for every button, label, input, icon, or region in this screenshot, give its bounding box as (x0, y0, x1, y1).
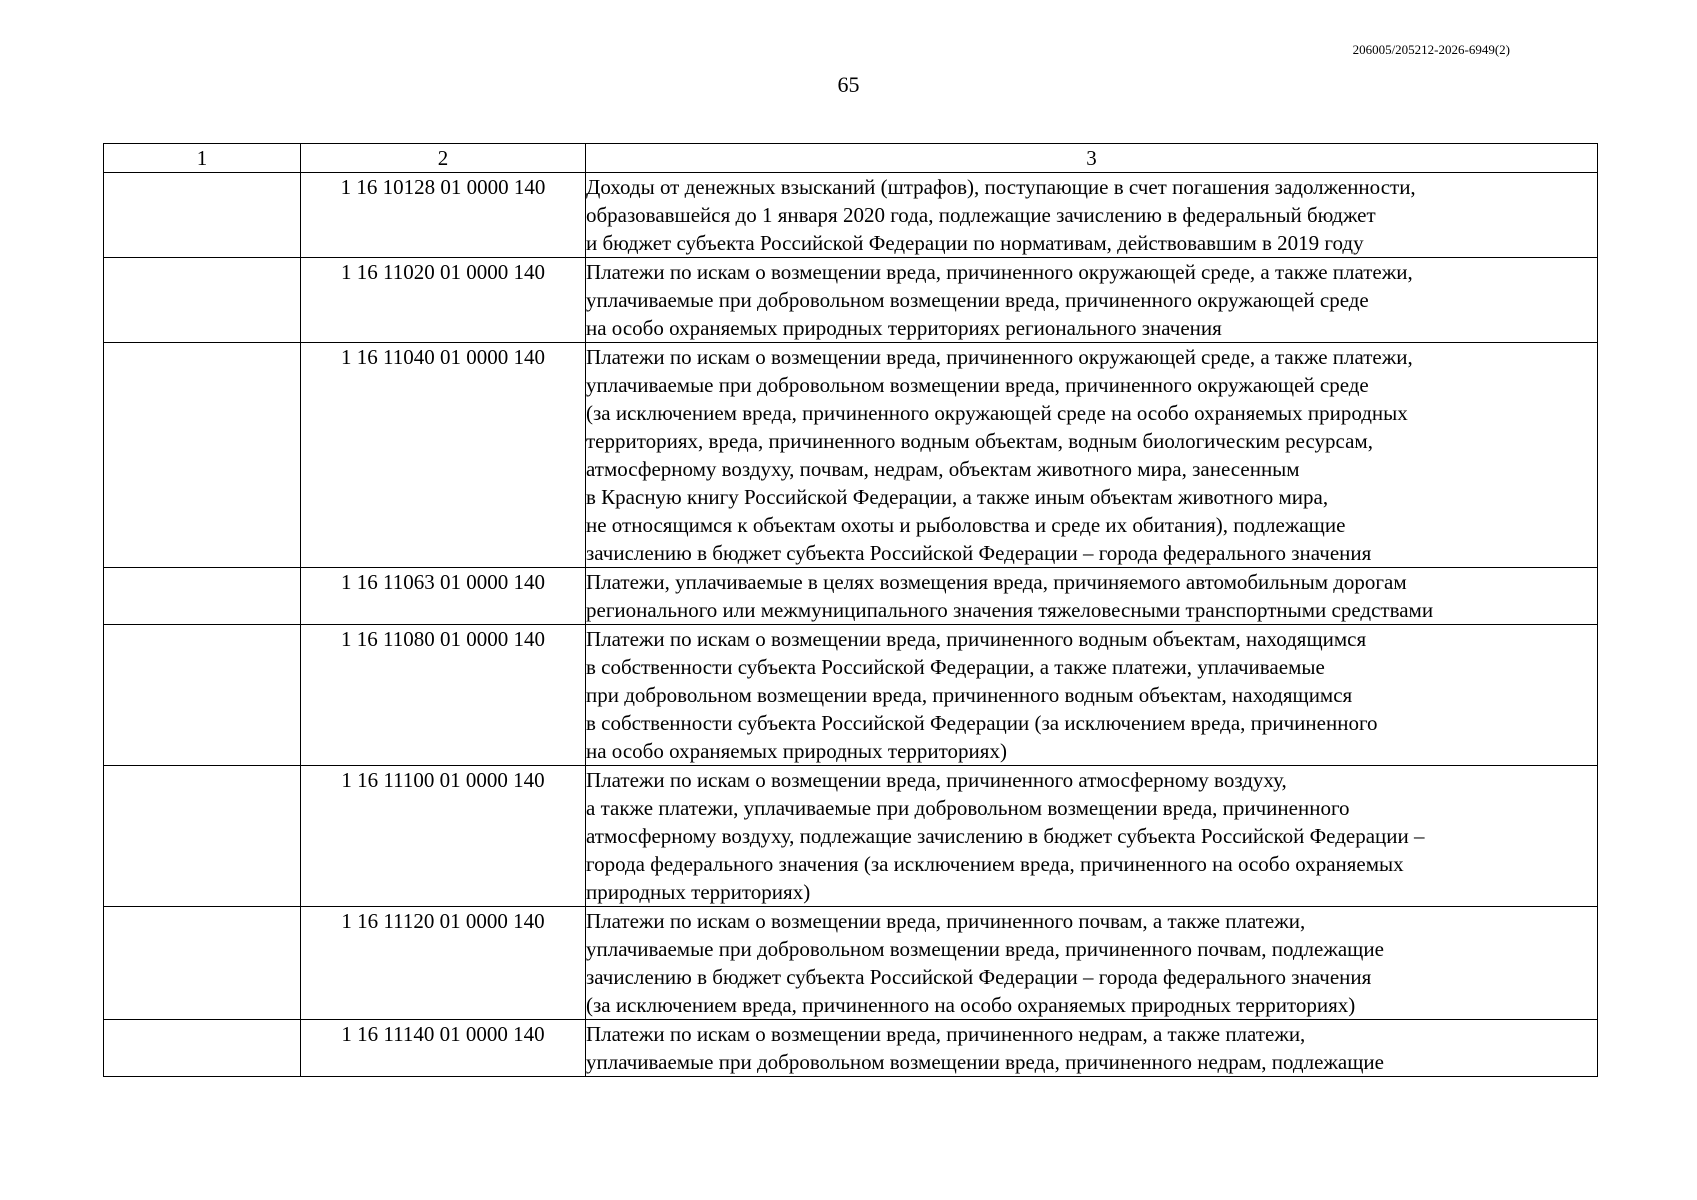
table-row (104, 173, 1598, 258)
description-line: в Красную книгу Российской Федерации, а также иным объектам животного мира, (586, 485, 1329, 509)
description-line: Платежи по искам о возмещении вреда, причиненного окружающей среде, а также платежи, (586, 345, 1413, 369)
description-line: Платежи по искам о возмещении вреда, причиненного окружающей среде, а также платежи, (586, 260, 1413, 284)
table-row (104, 258, 1598, 343)
revenue-code-cell: 1 16 11140 01 0000 140 (301, 1020, 586, 1077)
description-line: образовавшейся до 1 января 2020 года, подлежащие зачислению в федеральный бюджет (586, 203, 1376, 227)
description-line: Платежи по искам о возмещении вреда, причиненного водным объектам, находящимся (586, 627, 1367, 651)
revenue-description-cell (586, 766, 1598, 907)
description-line: при добровольном возмещении вреда, причиненного водным объектам, находящимся (586, 683, 1353, 707)
row-number-cell (104, 568, 301, 625)
description-line: уплачиваемые при добровольном возмещении вреда, причиненного окружающей среде (586, 288, 1369, 312)
revenue-description-cell (586, 1020, 1598, 1077)
description-line: уплачиваемые при добровольном возмещении вреда, причиненного почвам, подлежащие (586, 937, 1384, 961)
revenue-code-cell: 1 16 11100 01 0000 140 (301, 766, 586, 907)
description-line: не относящимся к объектам охоты и рыболовства и среде их обитания), подлежащие (586, 513, 1346, 537)
document-id: 206005/205212-2026-6949(2) (1352, 42, 1510, 57)
revenue-description-cell (586, 258, 1598, 343)
table-row (104, 766, 1598, 907)
revenue-description-cell (586, 907, 1598, 1020)
table-row (104, 343, 1598, 568)
revenue-description-cell (586, 568, 1598, 625)
description-line: атмосферному воздуху, подлежащие зачислению в бюджет субъекта Российской Федерации – (586, 824, 1425, 848)
description-line: зачислению в бюджет субъекта Российской Федерации – города федерального значения (586, 965, 1372, 989)
revenue-code-cell: 1 16 11080 01 0000 140 (301, 625, 586, 766)
row-number-cell (104, 258, 301, 343)
description-line: Платежи по искам о возмещении вреда, причиненного недрам, а также платежи, (586, 1022, 1306, 1046)
description-line: Платежи по искам о возмещении вреда, причиненного атмосферному воздуху, (586, 768, 1287, 792)
row-number-cell (104, 625, 301, 766)
description-line: Доходы от денежных взысканий (штрафов), поступающие в счет погашения задолженности, (586, 175, 1416, 199)
revenue-code-cell: 1 16 11040 01 0000 140 (301, 343, 586, 568)
row-number-cell (104, 173, 301, 258)
row-number-cell (104, 907, 301, 1020)
revenue-description-cell (586, 173, 1598, 258)
description-line: уплачиваемые при добровольном возмещении вреда, причиненного недрам, подлежащие (586, 1050, 1384, 1074)
table-row (104, 625, 1598, 766)
column-header-3: 3 (586, 144, 1598, 173)
description-line: в собственности субъекта Российской Федерации (за исключением вреда, причиненного (586, 711, 1378, 735)
row-number-cell (104, 1020, 301, 1077)
description-line: Платежи, уплачиваемые в целях возмещения вреда, причиняемого автомобильным дорогам (586, 570, 1407, 594)
table-header-row (104, 144, 1598, 173)
table-row (104, 1020, 1598, 1077)
description-line: на особо охраняемых природных территориях) (586, 739, 1007, 763)
revenue-description-cell (586, 343, 1598, 568)
row-number-cell (104, 343, 301, 568)
revenue-classification-table (103, 143, 1598, 1077)
column-header-1: 1 (104, 144, 301, 173)
revenue-code-cell: 1 16 11120 01 0000 140 (301, 907, 586, 1020)
revenue-code-cell: 1 16 11063 01 0000 140 (301, 568, 586, 625)
revenue-code-cell: 1 16 10128 01 0000 140 (301, 173, 586, 258)
revenue-code-cell: 1 16 11020 01 0000 140 (301, 258, 586, 343)
table-row (104, 907, 1598, 1020)
description-line: Платежи по искам о возмещении вреда, причиненного почвам, а также платежи, (586, 909, 1306, 933)
column-header-2: 2 (301, 144, 586, 173)
description-line: (за исключением вреда, причиненного окружающей среде на особо охраняемых природных (586, 401, 1408, 425)
description-line: города федерального значения (за исключением вреда, причиненного на особо охраняемых (586, 852, 1404, 876)
description-line: и бюджет субъекта Российской Федерации по нормативам, действовавшим в 2019 году (586, 231, 1364, 255)
description-line: а также платежи, уплачиваемые при добровольном возмещении вреда, причиненного (586, 796, 1350, 820)
description-line: природных территориях) (586, 880, 811, 904)
revenue-description-cell (586, 625, 1598, 766)
description-line: территориях, вреда, причиненного водным объектам, водным биологическим ресурсам, (586, 429, 1373, 453)
page-number: 65 (837, 72, 860, 97)
description-line: на особо охраняемых природных территориях регионального значения (586, 316, 1222, 340)
description-line: уплачиваемые при добровольном возмещении вреда, причиненного окружающей среде (586, 373, 1369, 397)
description-line: (за исключением вреда, причиненного на особо охраняемых природных территориях) (586, 993, 1356, 1017)
row-number-cell (104, 766, 301, 907)
description-line: в собственности субъекта Российской Федерации, а также платежи, уплачиваемые (586, 655, 1325, 679)
description-line: атмосферному воздуху, почвам, недрам, объектам животного мира, занесенным (586, 457, 1300, 481)
table-row (104, 568, 1598, 625)
description-line: регионального или межмуниципального значения тяжеловесными транспортными средствами (586, 598, 1434, 622)
description-line: зачислению в бюджет субъекта Российской Федерации – города федерального значения (586, 541, 1372, 565)
table-body (104, 173, 1598, 1077)
